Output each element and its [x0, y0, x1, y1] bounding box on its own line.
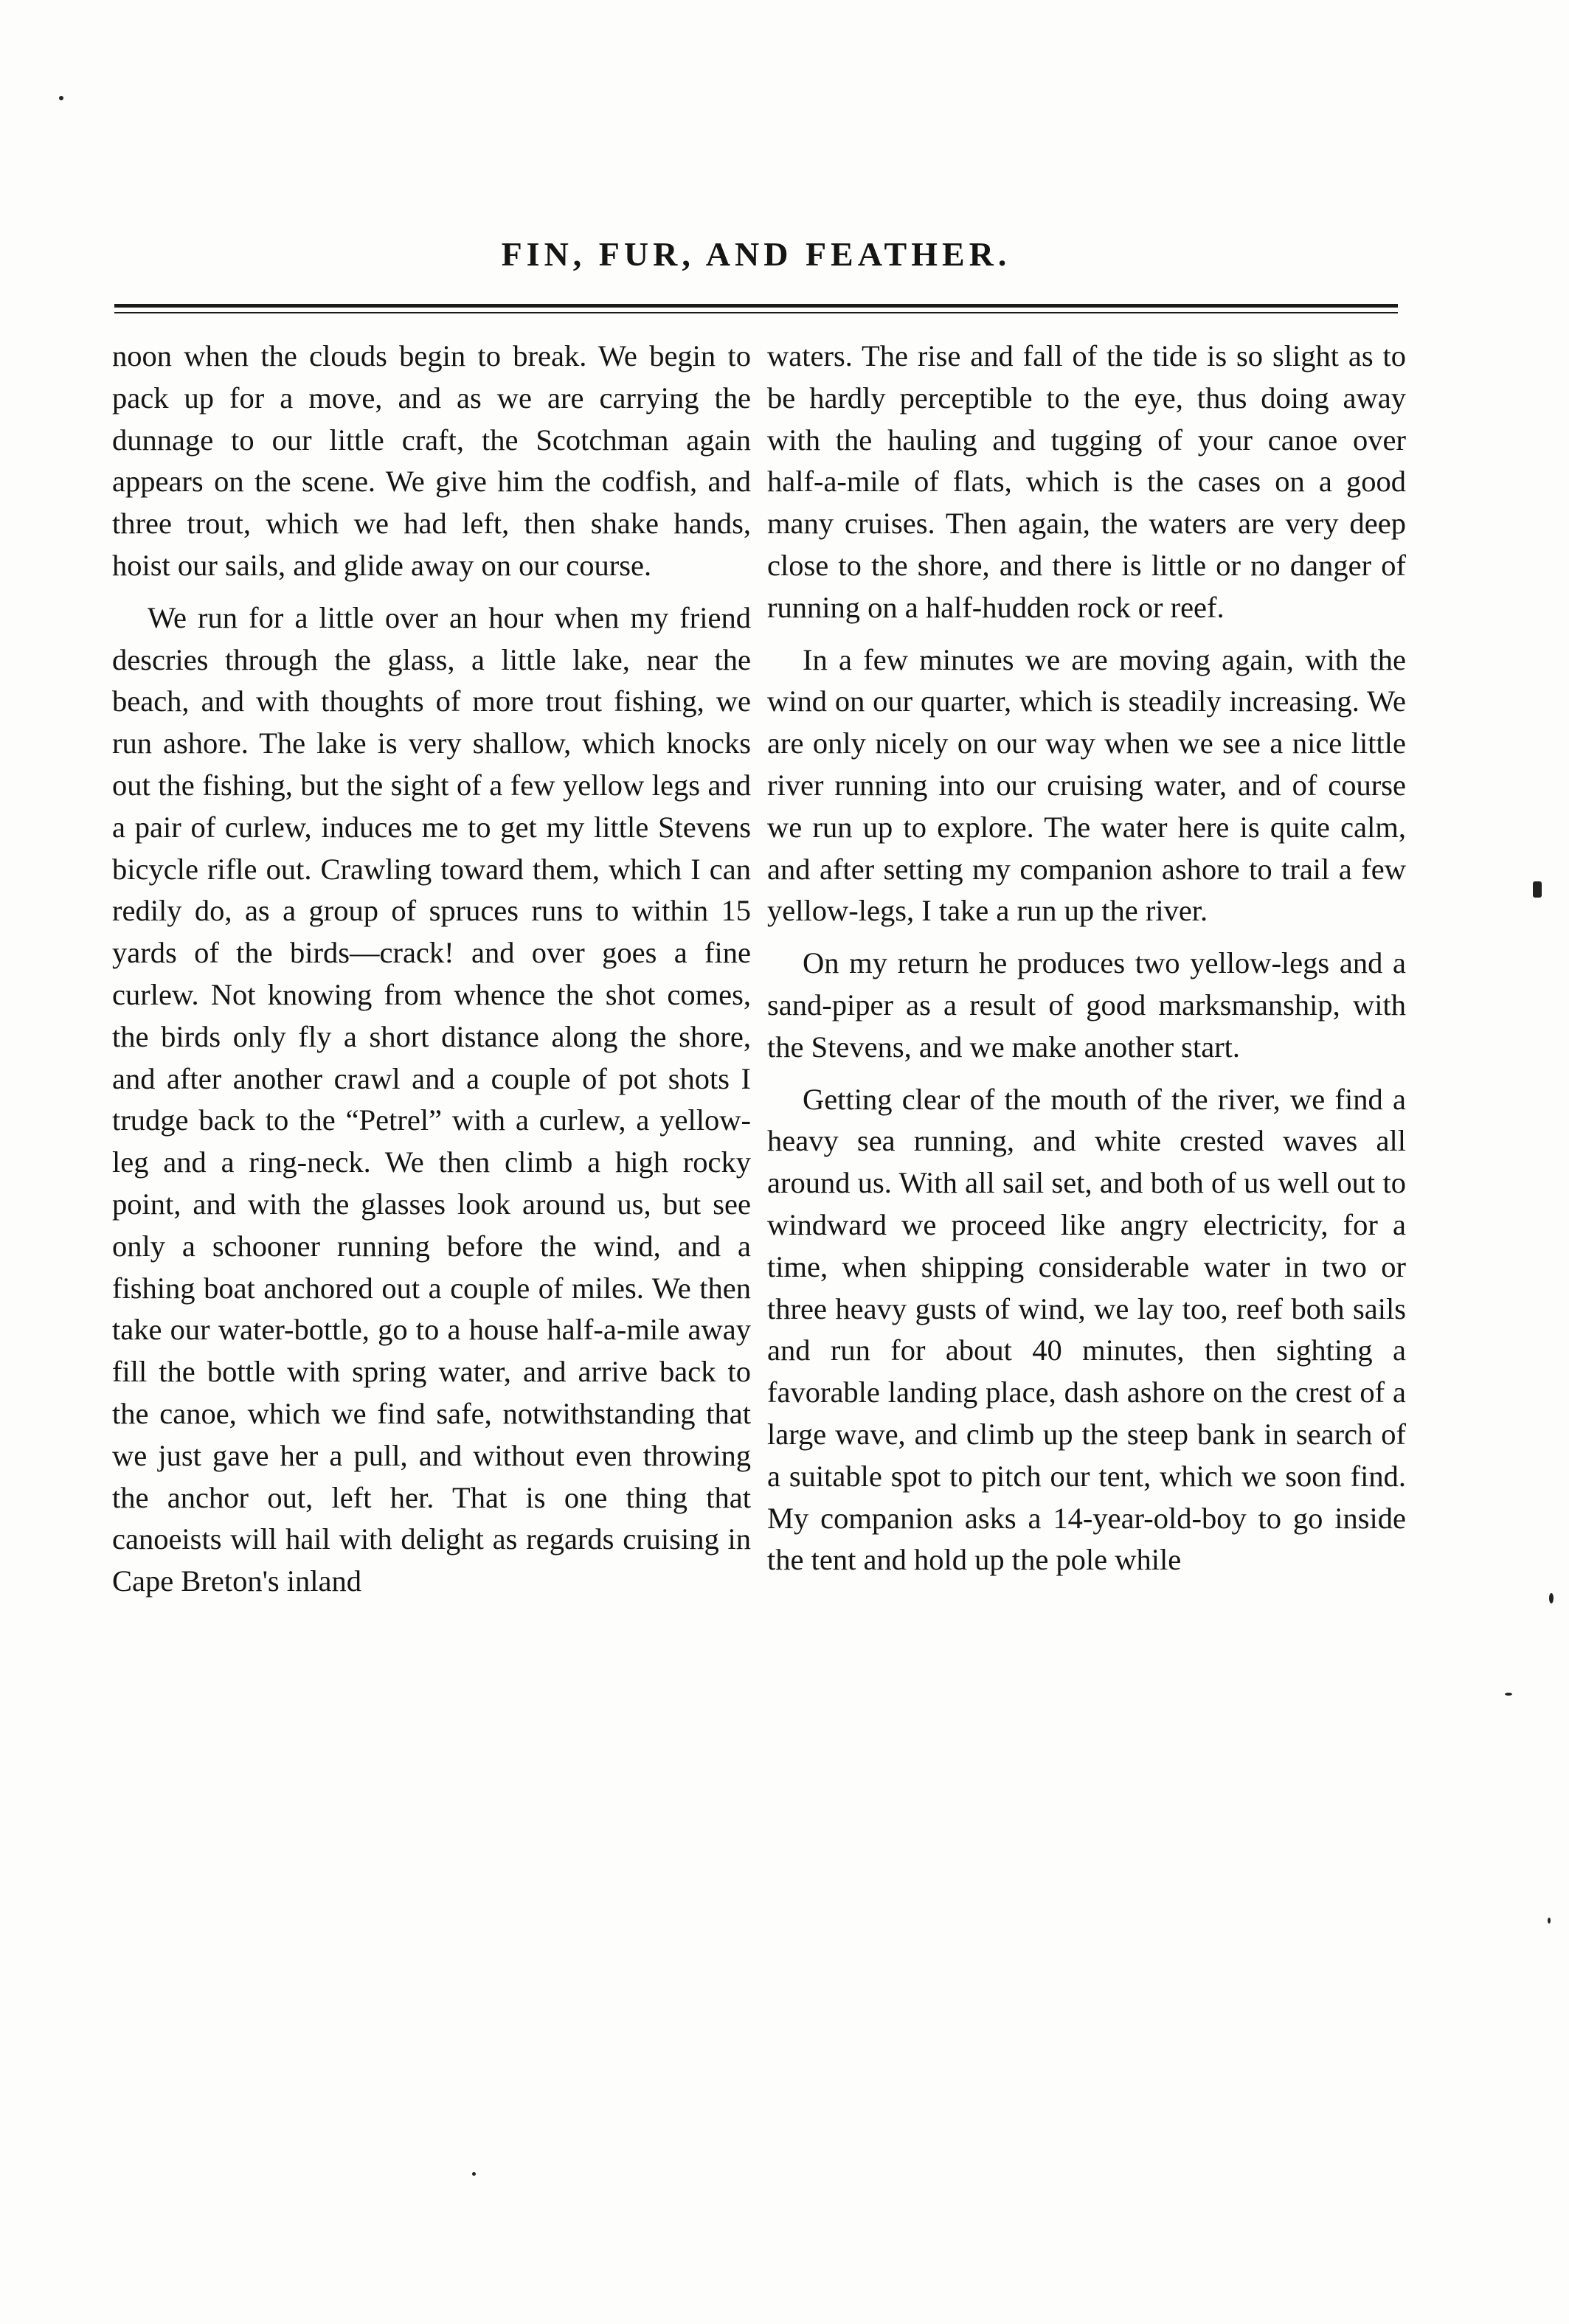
scan-speck — [1549, 1593, 1554, 1603]
paragraph: Getting clear of the mouth of the river, we find a heavy sea running, and white crested waves all around us. With all sail set, and both of us well out to windward we proceed like angry electricity, for a time, when shipping considerable water in two or three heavy gusts of wind, we lay too, reef both sails and run for about 40 minutes, then sighting a favorable landing place, dash ashore on the crest of a large wave, and climb up the steep bank in search of a suitable spot to pitch our tent, which we soon find. My companion asks a 14-year-old-boy to go inside the tent and hold up the pole while — [767, 1082, 1406, 1577]
paragraph: noon when the clouds begin to break. We begin to pack up for a move, and as we are carrying the dunnage to our little craft, the Scotchman again appears on the scene. We give him the codfish, and three trout, which we had left, then shake hands, hoist our sails, and glide away on our course. — [112, 339, 751, 582]
paragraph: waters. The rise and fall of the tide is so slight as to be hardly perceptible to the eye, thus doing away with the hauling and tugging of your canoe over half-a-mile of flats, which is the cases on a good many cruises. Then again, the waters are very deep close to the shore, and there is little or no danger of running on a half-hudden rock or reef. — [767, 339, 1406, 624]
paragraph: In a few minutes we are moving again, with the wind on our quarter, which is steadily increasing. We are only nicely on our way when we see a nice little river running into our cruising water, and of course we run up to explore. The water here is quite calm, and after setting my companion ashore to trail a few yellow-legs, I take a run up the river. — [767, 642, 1406, 928]
scan-speck — [59, 96, 63, 100]
left-column — [112, 336, 751, 1613]
scan-speck — [1548, 1918, 1551, 1924]
running-header: FIN, FUR, AND FEATHER. — [501, 235, 1011, 273]
scan-speck — [1505, 1693, 1512, 1696]
header-rule-thick — [114, 304, 1398, 308]
header-rule-thin — [114, 312, 1398, 313]
right-column — [767, 336, 1406, 1592]
paragraph: On my return he produces two yellow-legs and a sand-piper as a result of good marksmanship, with the Stevens, and we make another start. — [767, 946, 1406, 1064]
scan-speck — [472, 2172, 476, 2176]
paragraph: We run for a little over an hour when my friend descries through the glass, a little lake, near the beach, and with thoughts of more trout fishing, we run ashore. The lake is very shallow, which knocks out the fishing, but the sight of a few yellow legs and a pair of curlew, induces me to get my little Stevens bicycle rifle out. Crawling toward them, which I can redily do, as a group of spruces runs to within 15 yards of the birds—crack! and over goes a fine curlew. Not knowing from whence the shot comes, the birds only fly a short distance along the shore, and after another crawl and a couple of pot shots I trudge back to the “Petrel” with a curlew, a yellow-leg and a ring-neck. We then climb a high rocky point, and with the glasses look around us, but see only a schooner running before the wind, and a fishing boat anchored out a couple of miles. We then take our water-bottle, go to a house half-a-mile away fill the bottle with spring water, and arrive back to the canoe, which we find safe, notwithstanding that we just gave her a pull, and without even throwing the anchor out, left her. That is one thing that canoeists will hail with delight as regards cruising in Cape Breton's inland — [112, 600, 751, 1598]
scan-speck — [1533, 881, 1542, 898]
